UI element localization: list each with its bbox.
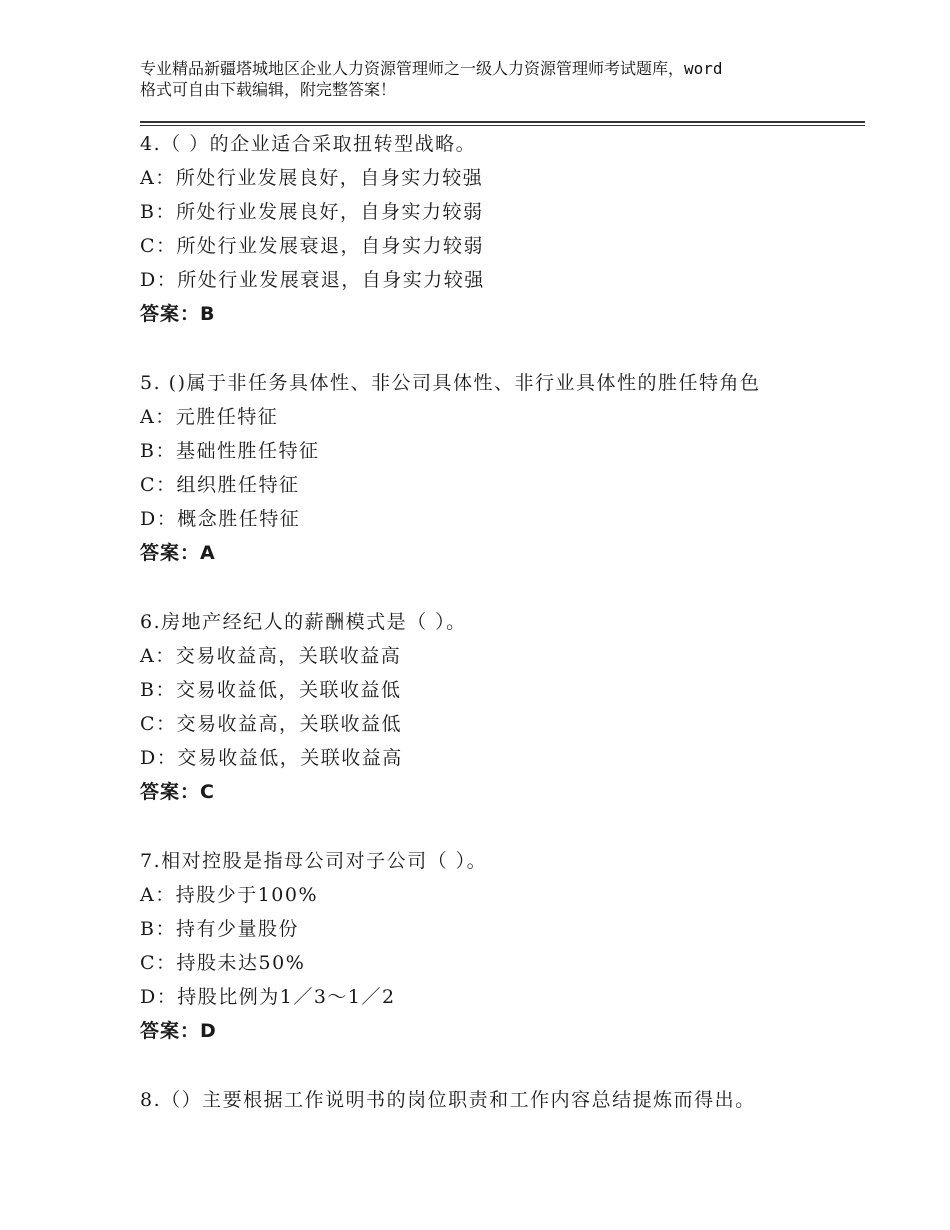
question-4-option-b: B：所处行业发展良好，自身实力较弱 [140,201,484,223]
question-6-option-b: B：交易收益低，关联收益低 [140,679,402,701]
question-4-answer: 答案：B [140,303,216,325]
question-6-option-a: A：交易收益高，关联收益高 [140,645,402,667]
header-line-1: 专业精品新疆塔城地区企业人力资源管理师之一级人力资源管理师考试题库，word [140,59,723,78]
question-7-option-d: D：持股比例为1／3～1／2 [140,986,396,1008]
question-5-option-b: B：基础性胜任特征 [140,440,320,462]
header-divider-thin [140,125,865,126]
question-5-option-d: D：概念胜任特征 [140,508,301,530]
question-4-option-a: A：所处行业发展良好，自身实力较强 [140,167,484,189]
question-7-option-c: C：持股未达50% [140,952,306,974]
question-6-answer: 答案：C [140,781,215,803]
question-5-option-a: A：元胜任特征 [140,406,279,428]
question-5-answer: 答案：A [140,542,216,564]
question-4-option-d: D：所处行业发展衰退，自身实力较强 [140,269,485,291]
header-divider-thick [140,121,865,123]
question-7-option-b: B：持有少量股份 [140,918,299,940]
question-7-stem: 7.相对控股是指母公司对子公司（ ）。 [140,850,488,872]
question-7-answer: 答案：D [140,1020,217,1042]
document-header [140,58,840,100]
header-line-2: 格式可自由下载编辑，附完整答案！ [140,80,397,99]
question-4-stem: 4.（ ）的企业适合采取扭转型战略。 [140,133,477,155]
question-6-option-c: C：交易收益高，关联收益低 [140,713,403,735]
question-6-option-d: D：交易收益低，关联收益高 [140,747,403,769]
question-6-stem: 6.房地产经纪人的薪酬模式是（ ）。 [140,611,467,633]
question-7-option-a: A：持股少于100% [140,884,319,906]
question-5-stem: 5. ()属于非任务具体性、非公司具体性、非行业具体性的胜任特角色 [140,372,761,394]
question-8-stem: 8.（）主要根据工作说明书的岗位职责和工作内容总结提炼而得出。 [140,1089,756,1111]
question-5-option-c: C：组织胜任特征 [140,474,300,496]
question-4-option-c: C：所处行业发展衰退，自身实力较弱 [140,235,485,257]
